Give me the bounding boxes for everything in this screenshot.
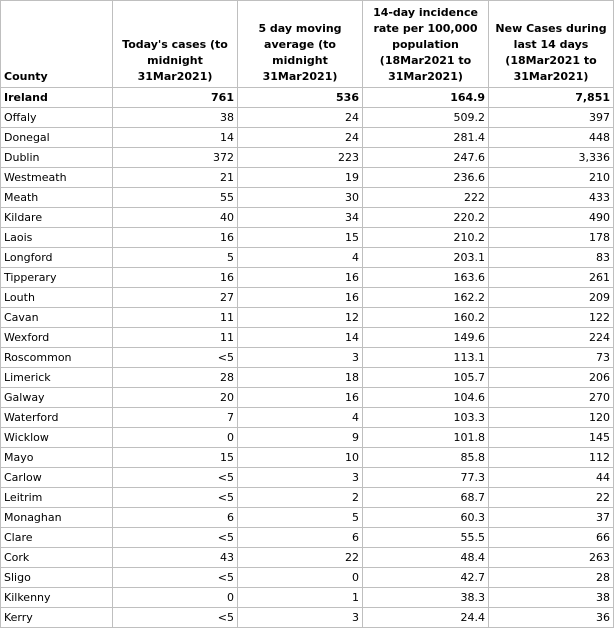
new-cases-cell: 145 — [489, 428, 614, 448]
new-cases-cell: 206 — [489, 368, 614, 388]
new-cases-cell: 37 — [489, 508, 614, 528]
new-cases-cell: 120 — [489, 408, 614, 428]
table-row — [1, 208, 614, 228]
county-cell: Limerick — [1, 368, 113, 388]
new-cases-cell: 209 — [489, 288, 614, 308]
incidence-rate-cell: 160.2 — [363, 308, 489, 328]
incidence-rate-cell: 222 — [363, 188, 489, 208]
table-row — [1, 388, 614, 408]
todays-cases-cell: 43 — [113, 548, 238, 568]
incidence-rate-cell: 85.8 — [363, 448, 489, 468]
new-cases-cell: 7,851 — [489, 88, 614, 108]
county-cell: Leitrim — [1, 488, 113, 508]
todays-cases-cell: 16 — [113, 268, 238, 288]
table-row-total — [1, 88, 614, 108]
incidence-rate-cell: 236.6 — [363, 168, 489, 188]
header-row — [1, 1, 614, 88]
table-row — [1, 128, 614, 148]
table-row — [1, 268, 614, 288]
todays-cases-cell: <5 — [113, 568, 238, 588]
incidence-rate-cell: 149.6 — [363, 328, 489, 348]
todays-cases-cell: 7 — [113, 408, 238, 428]
table-row — [1, 328, 614, 348]
five-day-average-cell: 12 — [238, 308, 363, 328]
county-cell: Ireland — [1, 88, 113, 108]
todays-cases-cell: 11 — [113, 328, 238, 348]
todays-cases-cell: 38 — [113, 108, 238, 128]
county-cell: Wexford — [1, 328, 113, 348]
todays-cases-cell: 761 — [113, 88, 238, 108]
todays-cases-cell: 0 — [113, 428, 238, 448]
five-day-average-cell: 4 — [238, 248, 363, 268]
incidence-rate-cell: 162.2 — [363, 288, 489, 308]
column-header-5-day-average: 5 day moving average (to midnight 31Mar2021) — [238, 1, 363, 88]
table-row — [1, 228, 614, 248]
table-row — [1, 108, 614, 128]
county-cell: Kerry — [1, 608, 113, 628]
county-cell: Carlow — [1, 468, 113, 488]
five-day-average-cell: 34 — [238, 208, 363, 228]
table-row — [1, 488, 614, 508]
new-cases-cell: 210 — [489, 168, 614, 188]
table-row — [1, 468, 614, 488]
county-cell: Galway — [1, 388, 113, 408]
incidence-rate-cell: 113.1 — [363, 348, 489, 368]
table-row — [1, 548, 614, 568]
table-row — [1, 448, 614, 468]
table-row — [1, 308, 614, 328]
table-body — [1, 88, 614, 628]
incidence-rate-cell: 101.8 — [363, 428, 489, 448]
county-cell: Louth — [1, 288, 113, 308]
todays-cases-cell: 55 — [113, 188, 238, 208]
five-day-average-cell: 5 — [238, 508, 363, 528]
county-cell: Sligo — [1, 568, 113, 588]
incidence-rate-cell: 163.6 — [363, 268, 489, 288]
incidence-rate-cell: 103.3 — [363, 408, 489, 428]
new-cases-cell: 83 — [489, 248, 614, 268]
table-row — [1, 288, 614, 308]
table-row — [1, 428, 614, 448]
five-day-average-cell: 10 — [238, 448, 363, 468]
new-cases-cell: 122 — [489, 308, 614, 328]
todays-cases-cell: <5 — [113, 608, 238, 628]
column-header-county: County — [1, 1, 113, 88]
incidence-rate-cell: 42.7 — [363, 568, 489, 588]
five-day-average-cell: 14 — [238, 328, 363, 348]
county-cell: Laois — [1, 228, 113, 248]
column-header-todays-cases: Today's cases (to midnight 31Mar2021) — [113, 1, 238, 88]
incidence-rate-cell: 220.2 — [363, 208, 489, 228]
todays-cases-cell: <5 — [113, 468, 238, 488]
county-cell: Westmeath — [1, 168, 113, 188]
five-day-average-cell: 19 — [238, 168, 363, 188]
county-cell: Donegal — [1, 128, 113, 148]
new-cases-cell: 224 — [489, 328, 614, 348]
five-day-average-cell: 3 — [238, 468, 363, 488]
table-row — [1, 148, 614, 168]
todays-cases-cell: <5 — [113, 528, 238, 548]
county-cell: Dublin — [1, 148, 113, 168]
five-day-average-cell: 2 — [238, 488, 363, 508]
table-row — [1, 568, 614, 588]
new-cases-cell: 112 — [489, 448, 614, 468]
new-cases-cell: 66 — [489, 528, 614, 548]
new-cases-cell: 73 — [489, 348, 614, 368]
todays-cases-cell: <5 — [113, 488, 238, 508]
new-cases-cell: 36 — [489, 608, 614, 628]
todays-cases-cell: 372 — [113, 148, 238, 168]
county-cell: Mayo — [1, 448, 113, 468]
table-row — [1, 608, 614, 628]
incidence-rate-cell: 48.4 — [363, 548, 489, 568]
incidence-rate-cell: 24.4 — [363, 608, 489, 628]
five-day-average-cell: 9 — [238, 428, 363, 448]
incidence-rate-cell: 203.1 — [363, 248, 489, 268]
five-day-average-cell: 3 — [238, 608, 363, 628]
todays-cases-cell: 14 — [113, 128, 238, 148]
county-cell: Roscommon — [1, 348, 113, 368]
table-row — [1, 508, 614, 528]
county-cell: Wicklow — [1, 428, 113, 448]
incidence-rate-cell: 210.2 — [363, 228, 489, 248]
county-cell: Waterford — [1, 408, 113, 428]
table-row — [1, 348, 614, 368]
county-cell: Clare — [1, 528, 113, 548]
todays-cases-cell: 28 — [113, 368, 238, 388]
todays-cases-cell: 0 — [113, 588, 238, 608]
five-day-average-cell: 3 — [238, 348, 363, 368]
five-day-average-cell: 30 — [238, 188, 363, 208]
five-day-average-cell: 24 — [238, 108, 363, 128]
new-cases-cell: 397 — [489, 108, 614, 128]
new-cases-cell: 178 — [489, 228, 614, 248]
county-cell: Offaly — [1, 108, 113, 128]
county-cell: Kildare — [1, 208, 113, 228]
county-cell: Longford — [1, 248, 113, 268]
new-cases-cell: 44 — [489, 468, 614, 488]
incidence-rate-cell: 68.7 — [363, 488, 489, 508]
new-cases-cell: 261 — [489, 268, 614, 288]
new-cases-cell: 3,336 — [489, 148, 614, 168]
five-day-average-cell: 536 — [238, 88, 363, 108]
five-day-average-cell: 22 — [238, 548, 363, 568]
todays-cases-cell: 20 — [113, 388, 238, 408]
table-row — [1, 588, 614, 608]
incidence-rate-cell: 38.3 — [363, 588, 489, 608]
new-cases-cell: 490 — [489, 208, 614, 228]
new-cases-cell: 448 — [489, 128, 614, 148]
incidence-rate-cell: 164.9 — [363, 88, 489, 108]
five-day-average-cell: 0 — [238, 568, 363, 588]
five-day-average-cell: 18 — [238, 368, 363, 388]
table-row — [1, 408, 614, 428]
todays-cases-cell: <5 — [113, 348, 238, 368]
new-cases-cell: 263 — [489, 548, 614, 568]
county-cell: Kilkenny — [1, 588, 113, 608]
new-cases-cell: 28 — [489, 568, 614, 588]
column-header-14-day-incidence: 14-day incidence rate per 100,000 population (18Mar2021 to 31Mar2021) — [363, 1, 489, 88]
new-cases-cell: 270 — [489, 388, 614, 408]
todays-cases-cell: 5 — [113, 248, 238, 268]
incidence-rate-cell: 281.4 — [363, 128, 489, 148]
table-row — [1, 168, 614, 188]
table-row — [1, 368, 614, 388]
todays-cases-cell: 21 — [113, 168, 238, 188]
county-cell: Tipperary — [1, 268, 113, 288]
new-cases-cell: 38 — [489, 588, 614, 608]
table-row — [1, 248, 614, 268]
county-cell: Cavan — [1, 308, 113, 328]
todays-cases-cell: 15 — [113, 448, 238, 468]
todays-cases-cell: 16 — [113, 228, 238, 248]
five-day-average-cell: 6 — [238, 528, 363, 548]
incidence-rate-cell: 509.2 — [363, 108, 489, 128]
five-day-average-cell: 16 — [238, 388, 363, 408]
five-day-average-cell: 223 — [238, 148, 363, 168]
incidence-rate-cell: 247.6 — [363, 148, 489, 168]
incidence-rate-cell: 60.3 — [363, 508, 489, 528]
incidence-rate-cell: 55.5 — [363, 528, 489, 548]
incidence-rate-cell: 105.7 — [363, 368, 489, 388]
county-cell: Monaghan — [1, 508, 113, 528]
incidence-rate-cell: 77.3 — [363, 468, 489, 488]
five-day-average-cell: 16 — [238, 288, 363, 308]
todays-cases-cell: 27 — [113, 288, 238, 308]
table-row — [1, 528, 614, 548]
five-day-average-cell: 15 — [238, 228, 363, 248]
todays-cases-cell: 6 — [113, 508, 238, 528]
five-day-average-cell: 4 — [238, 408, 363, 428]
column-header-new-cases-14-days: New Cases during last 14 days (18Mar2021 to 31Mar2021) — [489, 1, 614, 88]
five-day-average-cell: 24 — [238, 128, 363, 148]
todays-cases-cell: 40 — [113, 208, 238, 228]
todays-cases-cell: 11 — [113, 308, 238, 328]
table-row — [1, 188, 614, 208]
county-cell: Cork — [1, 548, 113, 568]
incidence-rate-cell: 104.6 — [363, 388, 489, 408]
new-cases-cell: 22 — [489, 488, 614, 508]
new-cases-cell: 433 — [489, 188, 614, 208]
county-cell: Meath — [1, 188, 113, 208]
five-day-average-cell: 1 — [238, 588, 363, 608]
five-day-average-cell: 16 — [238, 268, 363, 288]
